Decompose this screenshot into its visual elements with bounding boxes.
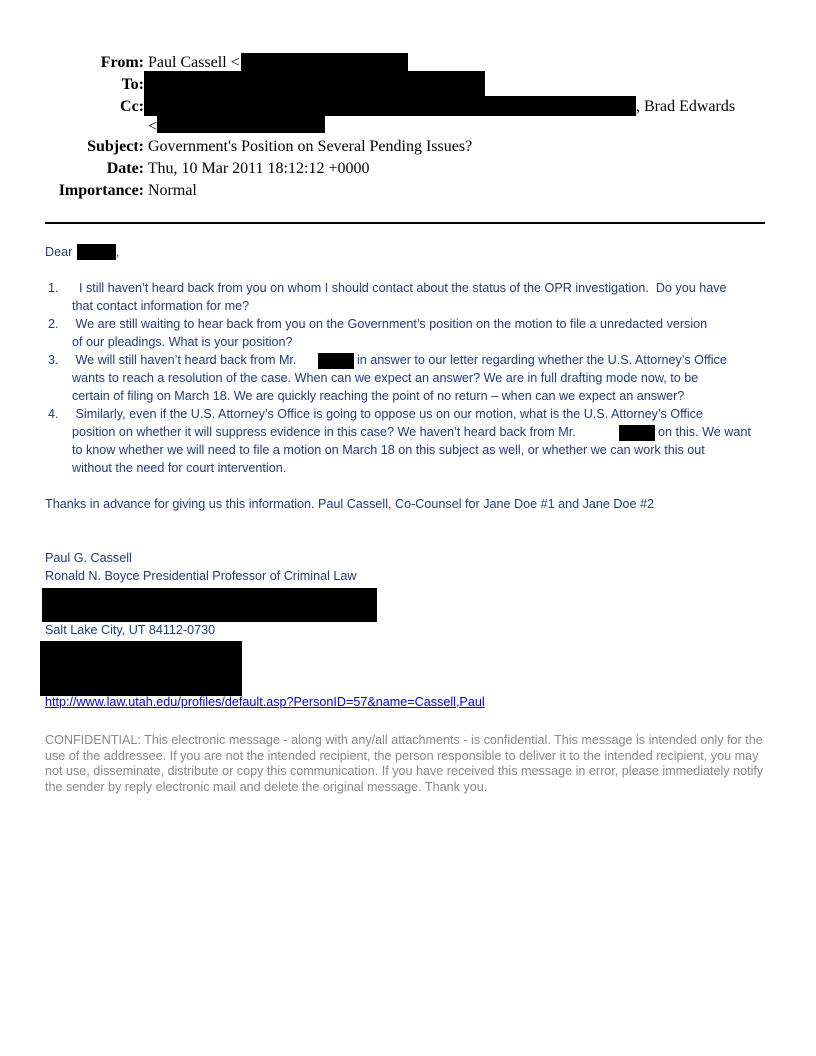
item-line: certain of filing on March 18. We are quickly reaching the point of no return – when can we expect an answer? bbox=[72, 389, 685, 403]
cc-value: , Brad Edwards bbox=[636, 98, 736, 115]
item-line: wants to reach a resolution of the case. When can we expect an answer? We are in full drafting mode now, to be bbox=[72, 371, 699, 385]
signature-title: Ronald N. Boyce Presidential Professor of Criminal Law bbox=[45, 569, 357, 583]
redaction bbox=[619, 425, 655, 441]
item-line: that contact information for me? bbox=[72, 299, 250, 313]
subject-value: Government's Position on Several Pending Issues? bbox=[148, 138, 473, 155]
date-value: Thu, 10 Mar 2011 18:12:12 +0000 bbox=[147, 160, 370, 177]
redaction bbox=[318, 353, 354, 369]
cc-row bbox=[0, 98, 144, 116]
item-number: 2. bbox=[48, 317, 59, 331]
redaction bbox=[77, 244, 116, 260]
item-line: without the need for court intervention. bbox=[72, 461, 287, 475]
to-row bbox=[0, 76, 144, 94]
importance-row bbox=[0, 182, 197, 200]
redaction bbox=[144, 71, 485, 98]
item-line: in answer to our letter regarding whether the U.S. Attorney’s Office bbox=[357, 353, 727, 367]
date-label: Date: bbox=[106, 160, 144, 177]
confidentiality-notice: CONFIDENTIAL: This electronic message - along with any/all attachments - is confidential. This message is intended only for the use of the addressee. If you are not the intended recipient, the person responsible to deliver it to the intended recipient, you may not use, disseminate, distribute or copy this communication. If you have received this message in error, please immediately notify the sender by reply electronic mail and delete the original message. Thank you. bbox=[45, 733, 764, 794]
redaction bbox=[40, 641, 242, 696]
subject-row bbox=[0, 138, 472, 156]
item-line: of our pleadings. What is your position? bbox=[72, 335, 293, 349]
greeting: Dear bbox=[45, 245, 73, 259]
greeting-comma: , bbox=[116, 245, 120, 259]
item-line: to know whether we will need to file a motion on March 18 on this subject as well, or whether we can work this out bbox=[72, 443, 705, 457]
item-line: position on whether it will suppress evidence in this case? We haven’t heard back from Mr. bbox=[72, 425, 576, 439]
to-label: To: bbox=[121, 76, 144, 93]
from-label: From: bbox=[100, 54, 144, 71]
redaction bbox=[42, 588, 377, 622]
from-row bbox=[0, 54, 240, 72]
item-number: 1. bbox=[48, 281, 59, 295]
item-line: Similarly, even if the U.S. Attorney’s Office is going to oppose us on our motion, what is the U.S. Attorney’s Office bbox=[72, 407, 703, 421]
divider bbox=[45, 222, 765, 224]
thanks-text: Thanks in advance for giving us this information. Paul Cassell, Co-Counsel for Jane Doe #1 and Jane Doe #2 bbox=[45, 497, 655, 511]
cc-label: Cc: bbox=[120, 98, 144, 115]
signature-city: Salt Lake City, UT 84112-0730 bbox=[45, 623, 216, 637]
item-line: We are still waiting to hear back from you on the Government’s position on the motion to file a unredacted version bbox=[72, 317, 708, 331]
importance-label: Importance: bbox=[58, 182, 144, 199]
item-line: I still haven’t heard back from you on whom I should contact about the status of the OPR investigation. Do you have bbox=[72, 281, 727, 295]
redaction bbox=[241, 53, 408, 72]
item-line: We will still haven’t heard back from Mr. bbox=[72, 353, 297, 367]
importance-value: Normal bbox=[148, 182, 197, 199]
redaction bbox=[157, 116, 325, 133]
subject-label: Subject: bbox=[87, 138, 144, 155]
cc-cont: < bbox=[148, 118, 158, 135]
profile-link[interactable]: http://www.law.utah.edu/profiles/default.asp?PersonID=57&name=Cassell,Paul bbox=[45, 695, 485, 709]
item-number: 4. bbox=[48, 407, 59, 421]
signature-name: Paul G. Cassell bbox=[45, 551, 132, 565]
item-line: on this. We want bbox=[658, 425, 751, 439]
date-row bbox=[0, 160, 369, 178]
redaction bbox=[144, 96, 636, 116]
from-value: Paul Cassell < bbox=[148, 54, 240, 71]
item-number: 3. bbox=[48, 353, 59, 367]
